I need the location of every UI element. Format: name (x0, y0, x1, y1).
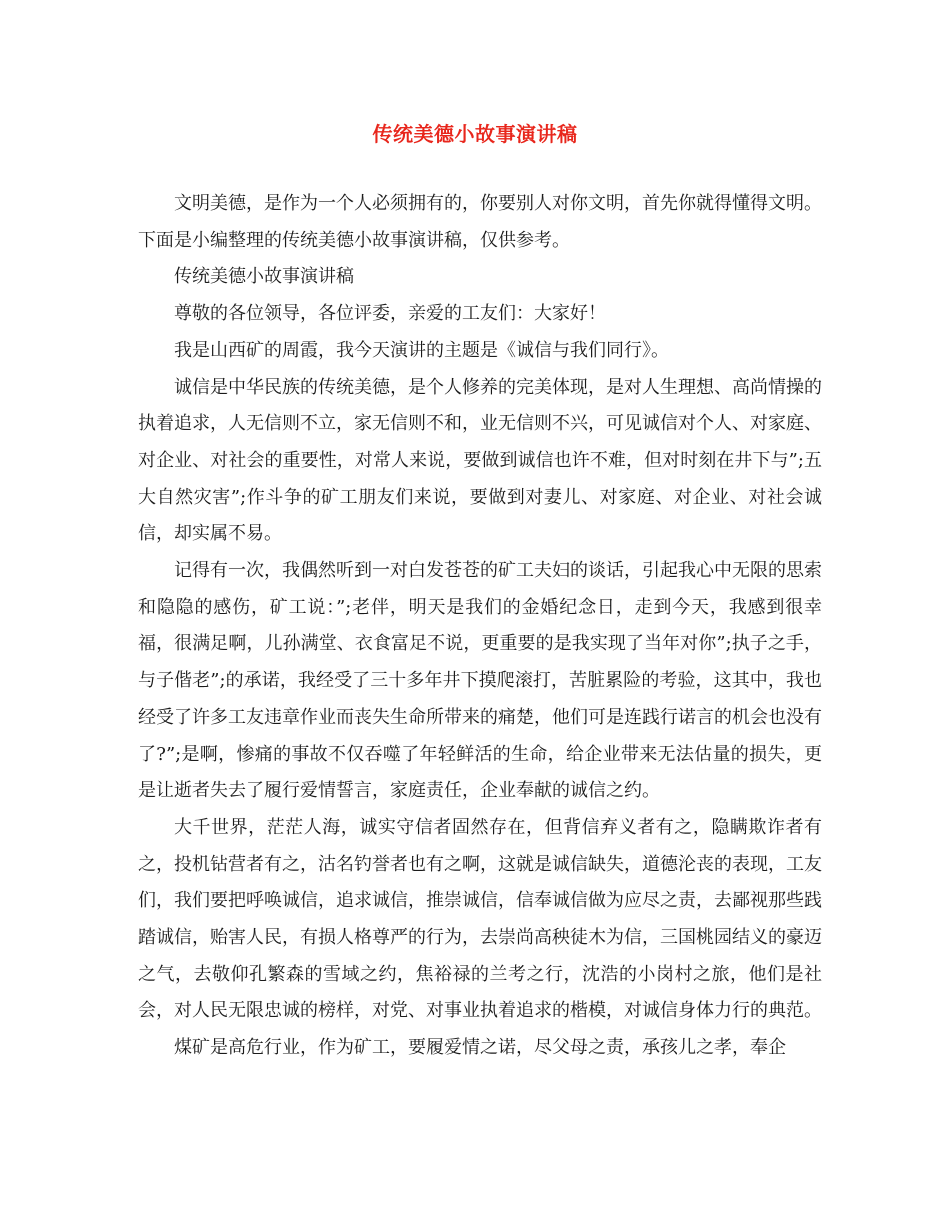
paragraph-story: 记得有一次，我偶然听到一对白发苍苍的矿工夫妇的谈话，引起我心中无限的思索和隐隐的感伤，矿工说：”;老伴，明天是我们的金婚纪念日，走到今天，我感到很幸福，很满足啊，儿孙满堂、衣食富足不说，更重要的是我实现了当年对你”;执子之手，与子偕老”;的承诺，我经受了三十多年井下摸爬滚打，苦脏累险的考验，这其中，我也经受了许多工友违章作业而丧失生命所带来的痛楚，他们可是连践行诺言的机会也没有了?”;是啊，惨痛的事故不仅吞噬了年轻鲜活的生命，给企业带来无法估量的损失，更是让逝者失去了履行爱情誓言，家庭责任，企业奉献的诚信之约。 (138, 560, 822, 802)
document-body (138, 186, 822, 1067)
paragraph-world: 大千世界，茫茫人海，诚实守信者固然存在，但背信弃义者有之，隐瞒欺诈者有之，投机钻营者有之，沽名钓誉者也有之啊，这就是诚信缺失，道德沦丧的表现，工友们，我们要把呼唤诚信，追求诚信，推崇诚信，信奉诚信做为应尽之责，去鄙视那些践踏诚信，贻害人民，有损人格尊严的行为，去崇尚高秧徒木为信，三国桃园结义的豪迈之气，去敬仰孔繁森的雪域之约，焦裕禄的兰考之行，沈浩的小岗村之旅，他们是社会，对人民无限忠诚的榜样，对党、对事业执着追求的楷模，对诚信身体力行的典范。 (138, 816, 822, 1022)
paragraph-integrity: 诚信是中华民族的传统美德，是个人修养的完美体现，是对人生理想、高尚情操的执着追求，人无信则不立，家无信则不和，业无信则不兴，可见诚信对个人、对家庭、对企业、对社会的重要性，对常人来说，要做到诚信也许不难，但对时刻在井下与”;五大自然灾害”;作斗争的矿工朋友们来说，要做到对妻儿、对家庭、对企业、对社会诚信，却实属不易。 (138, 376, 822, 545)
paragraph-self-intro: 我是山西矿的周霞，我今天演讲的主题是《诚信与我们同行》。 (174, 339, 669, 361)
paragraph-greeting: 尊敬的各位领导，各位评委，亲爱的工友们：大家好！ (174, 303, 606, 325)
paragraph-subtitle: 传统美德小故事演讲稿 (174, 266, 354, 288)
document-title: 传统美德小故事演讲稿 (372, 122, 578, 146)
paragraph-mining: 煤矿是高危行业，作为矿工，要履爱情之诺，尽父母之责，承孩儿之孝，奉企 (174, 1037, 786, 1059)
paragraph-intro: 文明美德，是作为一个人必须拥有的，你要别人对你文明，首先你就得懂得文明。下面是小编整理的传统美德小故事演讲稿，仅供参考。 (138, 193, 822, 251)
